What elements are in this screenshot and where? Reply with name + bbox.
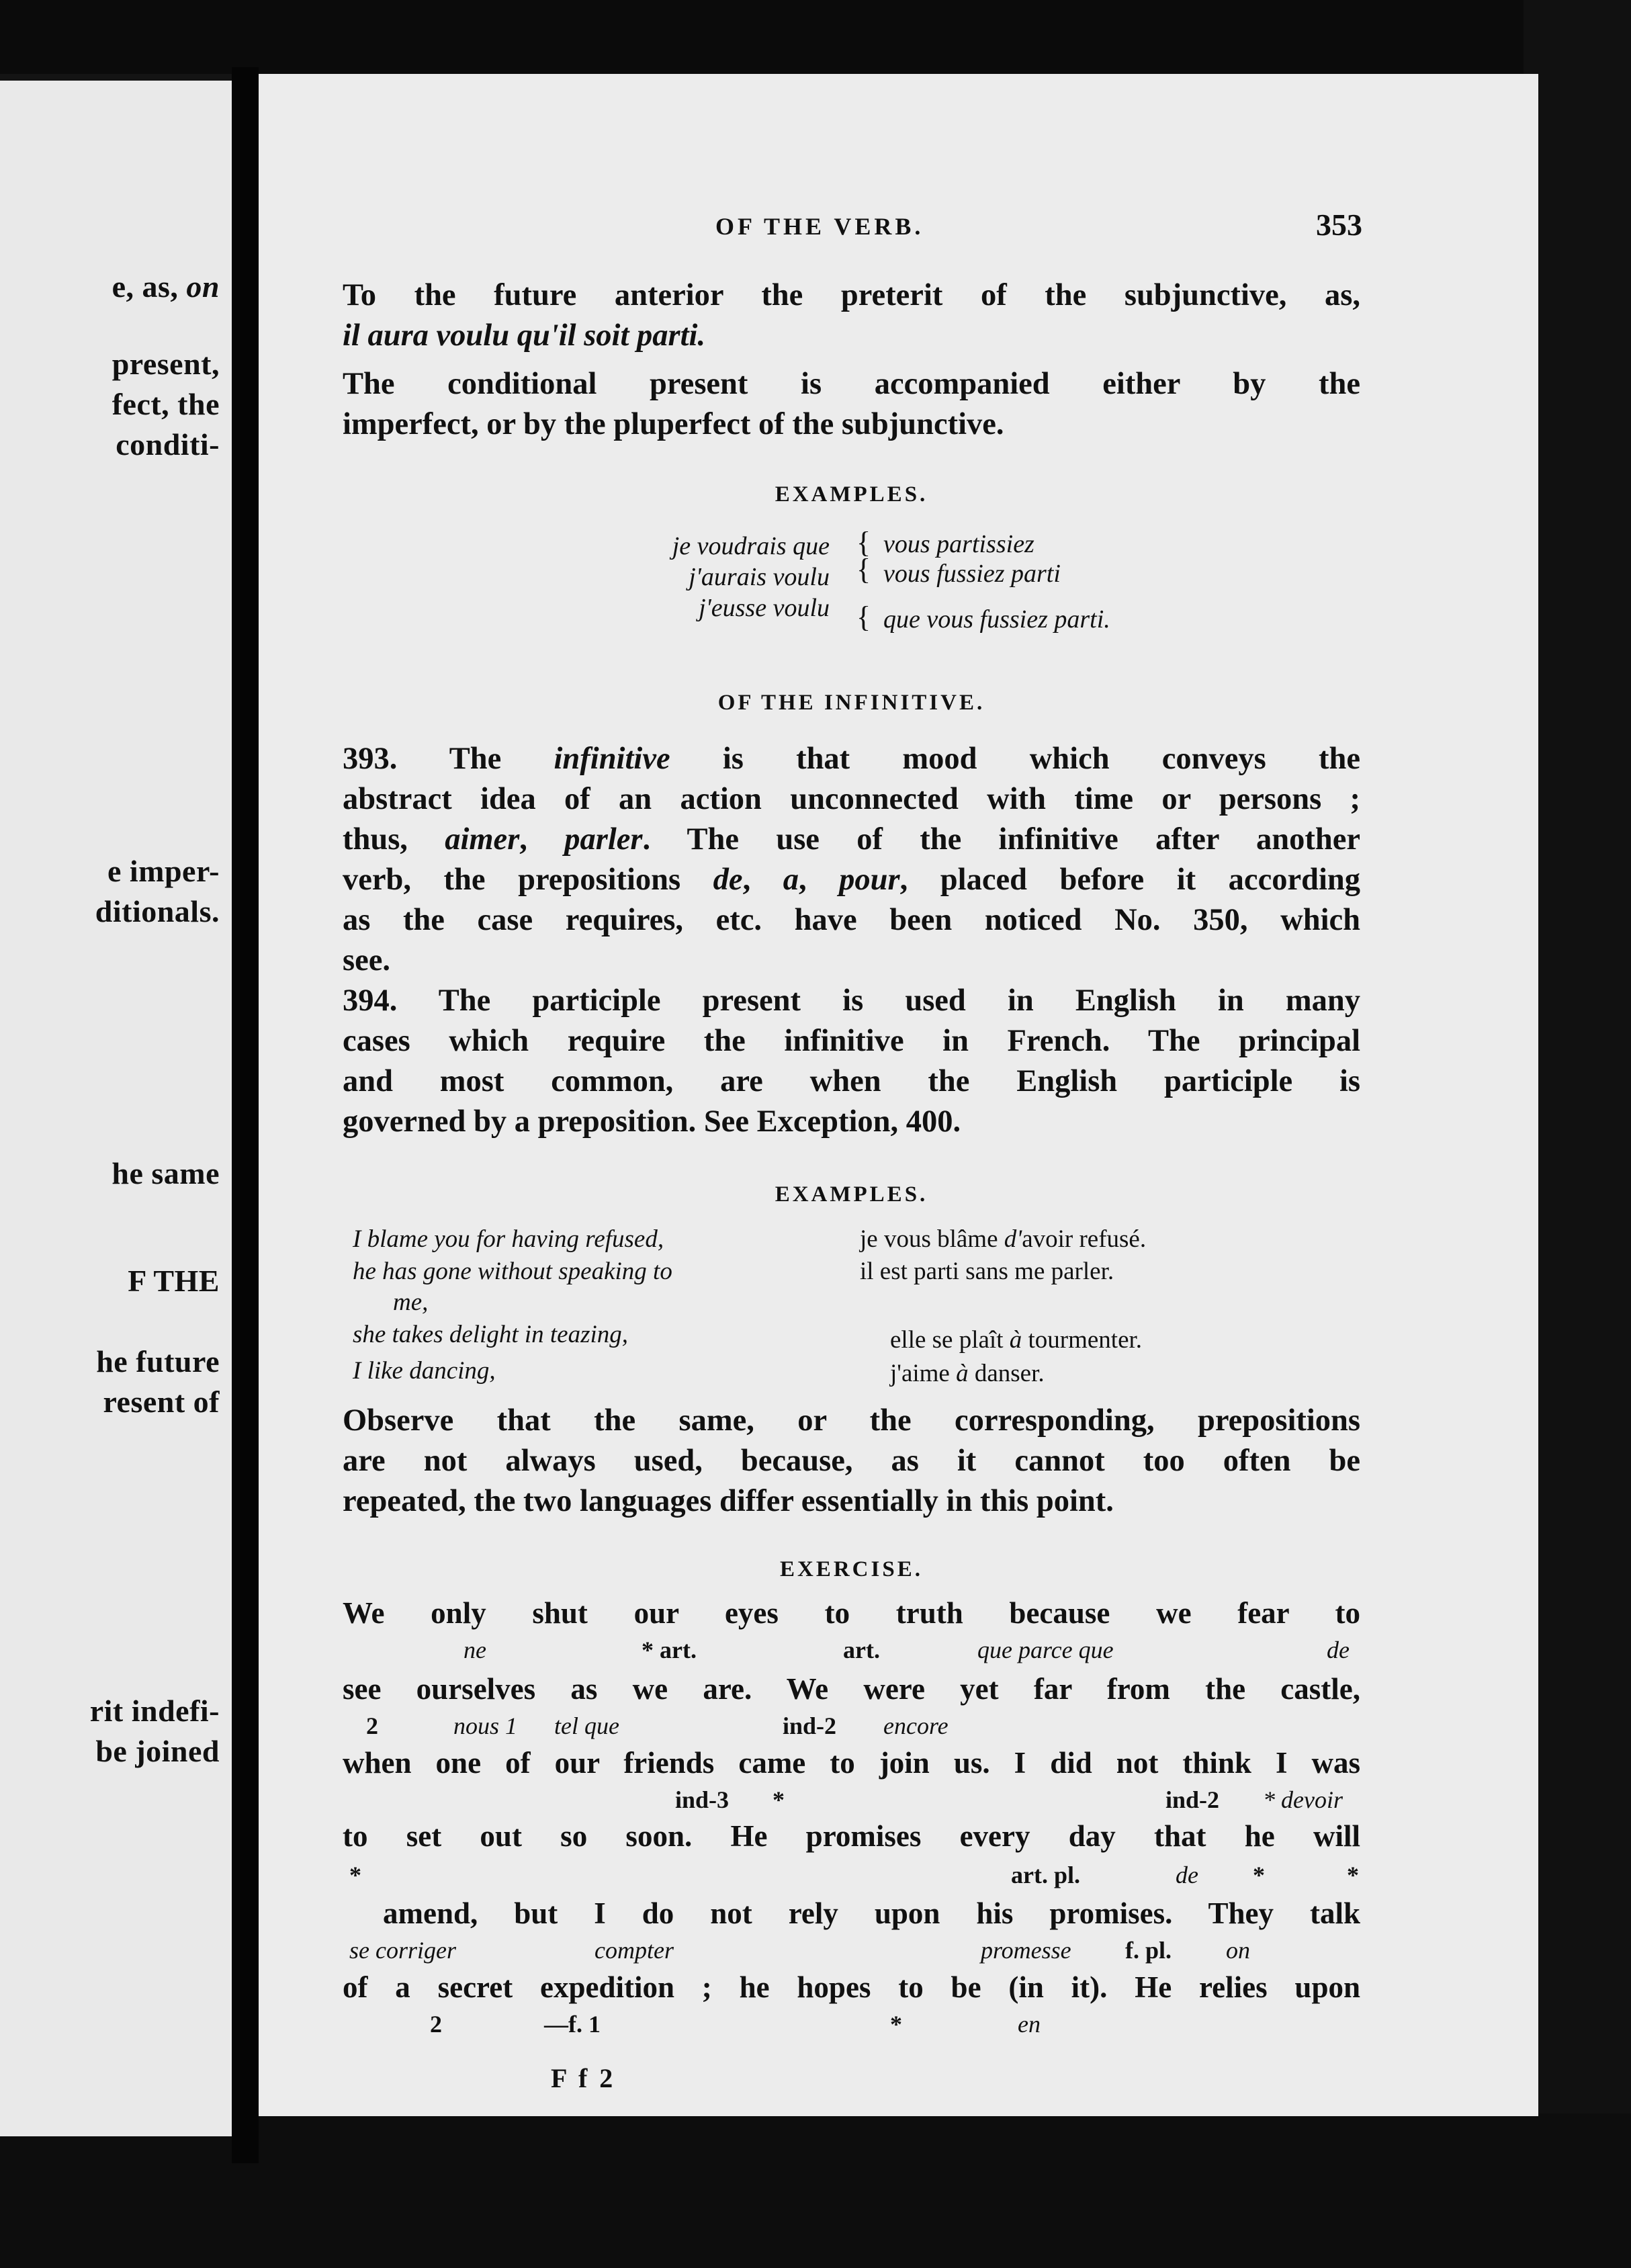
example-french: je vous blâme d'avoir refusé. — [860, 1225, 1147, 1253]
facing-page-line: be joined — [95, 1734, 220, 1768]
facing-page-line: F THE — [128, 1264, 220, 1298]
scan-border-top — [0, 0, 1631, 74]
text-line: thus, aimer, parler. The use of the infinitive after another — [343, 822, 1361, 857]
example-left-line: j'aurais voulu — [689, 563, 830, 591]
facing-page-line: he same — [112, 1156, 220, 1190]
gloss: ne — [464, 1637, 486, 1663]
text-line: To the future anterior the preterit of the subjunctive, as, — [343, 278, 1360, 312]
text-line: The conditional present is accompanied either by the — [343, 367, 1360, 401]
gloss: se corriger — [349, 1937, 456, 1964]
text-line: Observe that the same, or the corresponding, prepositions — [343, 1403, 1360, 1438]
facing-page-line: he future — [96, 1344, 220, 1379]
scan-border-right — [1524, 0, 1631, 2268]
exercise-line: when one of our friends came to join us. I did not think I was — [343, 1746, 1360, 1780]
example-left-line: je voudrais que — [672, 532, 830, 560]
example-left-line: j'eusse voulu — [699, 594, 830, 622]
example-right-line: vous fussiez parti — [883, 560, 1061, 588]
brace: { — [856, 553, 871, 586]
exercise-line: We only shut our eyes to truth because we fear to — [343, 1596, 1360, 1630]
gloss: encore — [883, 1712, 949, 1739]
infinitive-heading: OF THE INFINITIVE. — [717, 691, 985, 715]
gloss: de — [1327, 1637, 1350, 1663]
gloss: ind-2 — [1165, 1786, 1220, 1813]
text-line: il aura voulu qu'il soit parti. — [343, 318, 706, 353]
book-page — [259, 74, 1538, 2116]
exercise-heading: EXERCISE. — [780, 1557, 923, 1581]
paragraph-conditional-present — [343, 364, 1360, 445]
gloss: * — [349, 1862, 361, 1888]
gloss: compter — [594, 1937, 674, 1964]
brace: { — [856, 601, 871, 634]
text-line: 394. The participle present is used in English in many — [343, 984, 1360, 1018]
facing-page-line: present, — [112, 347, 220, 381]
text-line: verb, the prepositions de, a, pour, placed before it according — [343, 863, 1360, 897]
gloss: * — [890, 2011, 902, 2038]
gloss: 2 — [430, 2011, 442, 2038]
paragraph-future-anterior — [343, 275, 1360, 356]
gloss: nous 1 — [453, 1712, 518, 1739]
gloss: de — [1176, 1862, 1198, 1888]
text-line: imperfect, or by the pluperfect of the subjunctive. — [343, 407, 1004, 441]
text-line: and most common, are when the English participle is — [343, 1064, 1360, 1098]
paragraph-394 — [343, 981, 1360, 1142]
example-french: il est parti sans me parler. — [860, 1258, 1114, 1285]
running-head: OF THE VERB. — [715, 213, 924, 240]
gloss: art. — [843, 1637, 880, 1663]
text-line: see. — [343, 943, 390, 977]
text-line: governed by a preposition. See Exception, 400. — [343, 1104, 961, 1139]
facing-page-line: fect, the — [112, 387, 220, 421]
facing-page-line: ditionals. — [95, 894, 220, 928]
example-english: he has gone without speaking to — [353, 1258, 672, 1285]
exercise-line: of a secret expedition ; he hopes to be (in it). He relies upon — [343, 1970, 1360, 2004]
exercise-line: amend, but I do not rely upon his promises. They talk — [383, 1896, 1360, 1930]
signature-mark: F f 2 — [551, 2063, 616, 2093]
text-line: are not always used, because, as it cannot too often be — [343, 1444, 1360, 1478]
gloss: que parce que — [977, 1637, 1114, 1663]
gloss: f. pl. — [1125, 1937, 1172, 1964]
gloss: promesse — [981, 1937, 1071, 1964]
example-right-line: vous partissiez — [883, 530, 1034, 558]
facing-page-line: rit indefi- — [89, 1694, 220, 1728]
gloss: * — [1347, 1862, 1359, 1888]
paragraph-observe — [343, 1401, 1360, 1522]
gloss: ind-2 — [783, 1712, 837, 1739]
gloss: * devoir — [1263, 1786, 1343, 1813]
text-line: 393. The infinitive is that mood which conveys the — [343, 742, 1360, 776]
gloss: —f. 1 — [544, 2011, 601, 2038]
gloss: ind-3 — [675, 1786, 730, 1813]
text-line: cases which require the infinitive in French. The principal — [343, 1024, 1360, 1058]
gloss: * — [773, 1786, 785, 1813]
facing-page-line: conditi- — [116, 427, 220, 462]
paragraph-393 — [343, 739, 1360, 981]
example-left-column — [574, 531, 830, 623]
text-line: repeated, the two languages differ essentially in this point. — [343, 1484, 1114, 1518]
examples-heading: EXAMPLES. — [775, 1182, 928, 1207]
examples-heading: EXAMPLES. — [775, 482, 928, 507]
example-french: j'aime à danser. — [890, 1360, 1045, 1387]
example-french: elle se plaît à tourmenter. — [890, 1326, 1143, 1354]
facing-page — [0, 81, 232, 2136]
facing-page-line: e imper- — [107, 854, 220, 888]
facing-page-line: e, as, on — [112, 269, 220, 304]
gloss: * art. — [642, 1637, 697, 1663]
gloss: tel que — [554, 1712, 619, 1739]
example-english: I like dancing, — [353, 1357, 496, 1385]
example-english: me, — [393, 1289, 429, 1316]
example-english: she takes delight in teazing, — [353, 1321, 629, 1348]
gloss: on — [1226, 1937, 1250, 1964]
gloss: * — [1253, 1862, 1265, 1888]
example-right-line: que vous fussiez parti. — [883, 605, 1110, 634]
exercise-line: to set out so soon. He promises every day that he will — [343, 1819, 1360, 1853]
text-line: as the case requires, etc. have been noticed No. 350, which — [343, 903, 1360, 937]
book-gutter — [232, 67, 259, 2163]
page-number: 353 — [1316, 208, 1362, 242]
gloss: art. pl. — [1011, 1862, 1080, 1888]
brace: { — [856, 526, 871, 559]
gloss: 2 — [366, 1712, 378, 1739]
gloss: en — [1018, 2011, 1041, 2038]
example-english: I blame you for having refused, — [353, 1225, 664, 1253]
page-header — [259, 207, 1538, 247]
facing-page-line: resent of — [103, 1385, 220, 1419]
text-line: abstract idea of an action unconnected with time or persons ; — [343, 782, 1360, 816]
exercise-line: see ourselves as we are. We were yet far from the castle, — [343, 1672, 1360, 1706]
